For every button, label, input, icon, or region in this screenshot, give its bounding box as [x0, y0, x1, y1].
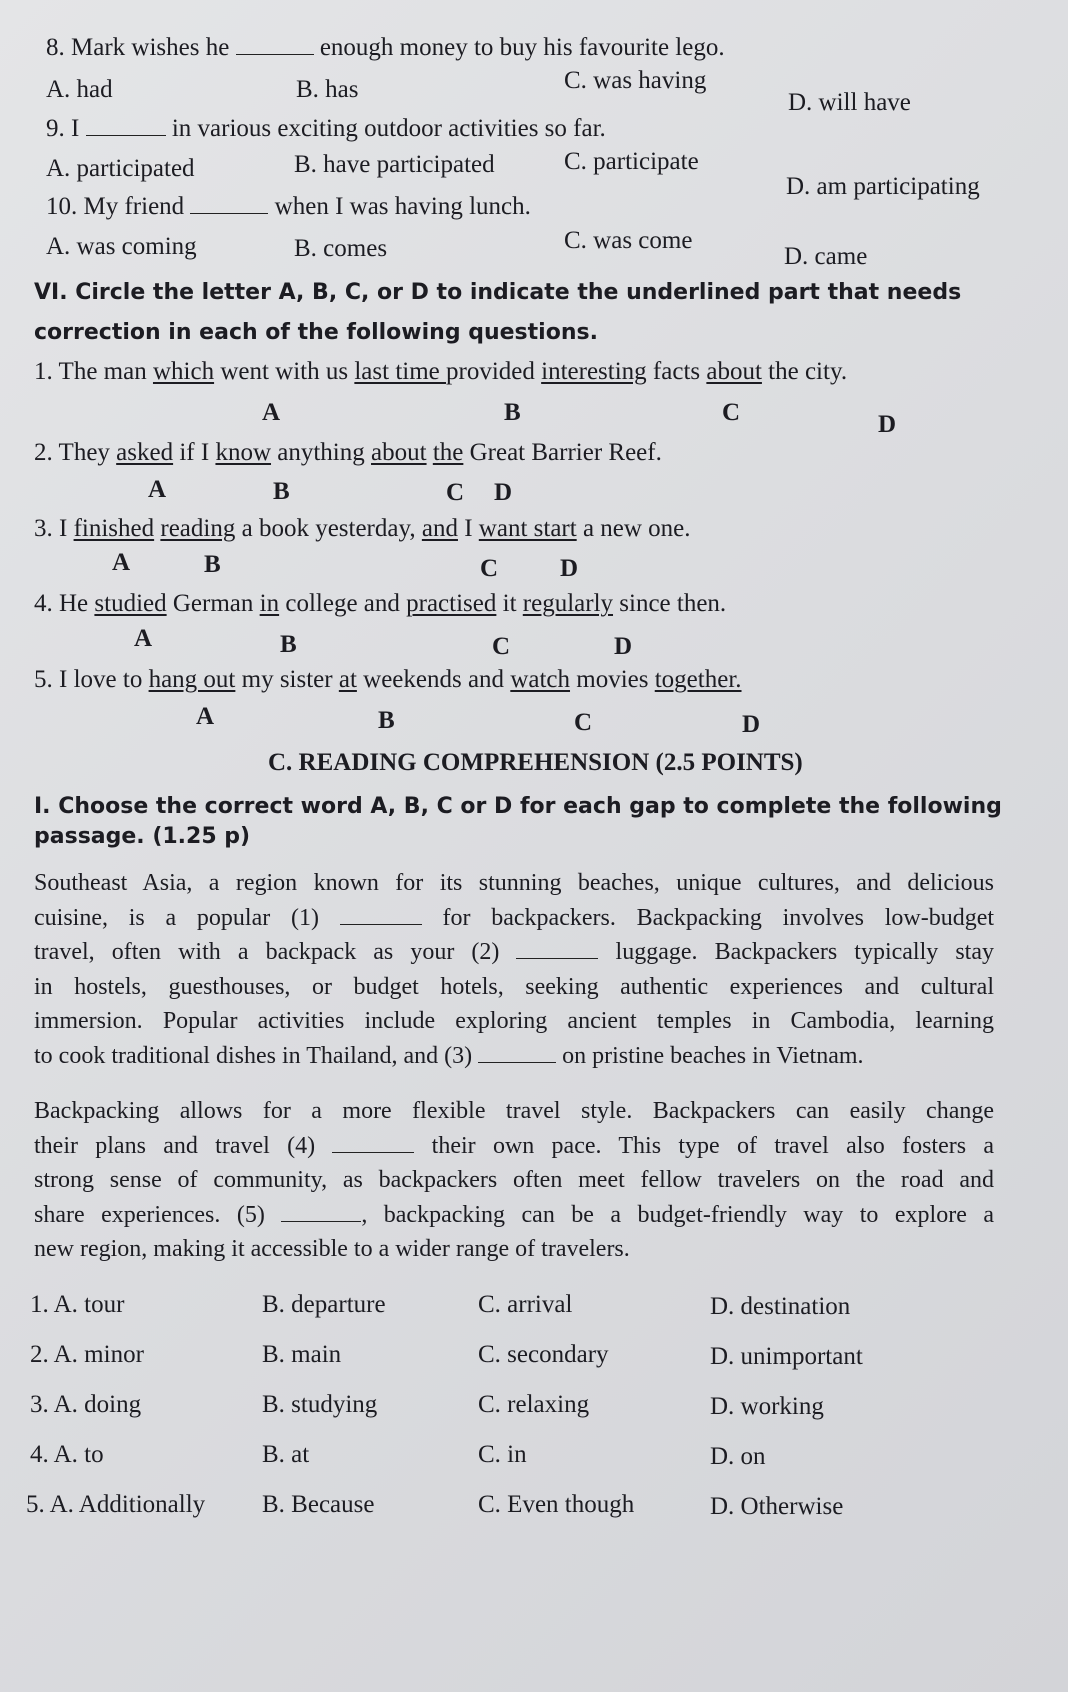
gap-2-option-b: B. main	[262, 1341, 342, 1368]
letter-d: D	[614, 633, 633, 660]
answer-blank	[86, 113, 166, 136]
underlined-part-c: and	[421, 515, 458, 542]
question-8: 8. Mark wishes he enough money to buy his favourite lego.	[46, 34, 725, 61]
underlined-part-a: hang out	[148, 666, 236, 693]
gap-5-option-a: 5. A. Additionally	[26, 1491, 206, 1518]
gap-3-option-b: B. studying	[262, 1391, 378, 1418]
gap-5-option-d: D. Otherwise	[710, 1493, 844, 1520]
gap-5-option-b: B. Because	[262, 1491, 375, 1518]
option-b: B. has	[296, 76, 359, 103]
underlined-part-b: last time	[354, 358, 447, 385]
error-question-2: 2. They asked if I know anything about the Great Barrier Reef.	[34, 439, 662, 466]
underlined-part-d: together.	[654, 666, 742, 693]
gap-3-option-d: D. working	[710, 1393, 824, 1420]
gap-4-option-c: C. in	[478, 1441, 527, 1468]
error-question-4: 4. He studied German in college and practised it regularly since then.	[34, 590, 727, 617]
underlined-part-b: reading	[160, 515, 236, 542]
letter-a: A	[148, 476, 167, 503]
error-question-3: 3. I finished reading a book yesterday, and I want start a new one.	[34, 515, 691, 542]
letter-c: C	[492, 633, 511, 660]
option-d: D. came	[784, 243, 868, 270]
gap-2-option-a: 2. A. minor	[30, 1341, 144, 1368]
question-9: 9. I in various exciting outdoor activities so far.	[46, 115, 606, 142]
option-d: D. am participating	[786, 173, 980, 200]
underlined-part-c: about	[371, 439, 427, 466]
question-10: 10. My friend when I was having lunch.	[46, 193, 531, 220]
gap-4	[332, 1130, 414, 1153]
letter-d: D	[742, 711, 761, 738]
gap-2-option-c: C. secondary	[478, 1341, 609, 1368]
gap-1-option-a: 1. A. tour	[30, 1291, 125, 1318]
gap-3-option-c: C. relaxing	[478, 1391, 590, 1418]
underlined-part-b: at	[338, 666, 357, 693]
passage-paragraph-1: Southeast Asia, a region known for its stunning beaches, unique cultures, and delicious cuisine, is a popular (1) for backpackers. Backpacking involves low-budget travel, often with a backpack as your (2) luggage. Backpackers typically stay in hostels, guesthouses, or budget hotels, seeking authentic experiences and cultural immersion. Popular activities include exploring ancient temples in Cambodia, learning to cook traditional dishes in Thailand, and (3) on pristine beaches in Vietnam.	[34, 870, 995, 1069]
letter-b: B	[273, 478, 290, 505]
underlined-part-c: watch	[510, 666, 571, 693]
option-c: C. was having	[564, 67, 707, 94]
letter-d: D	[494, 479, 513, 506]
question-number: 8.	[46, 34, 65, 61]
underlined-part-c: practised	[406, 590, 497, 617]
option-b: B. have participated	[294, 151, 495, 178]
letter-c: C	[722, 399, 741, 426]
gap-5	[281, 1199, 361, 1222]
underlined-part-a: studied	[94, 590, 167, 617]
answer-blank	[190, 191, 268, 214]
error-question-5: 5. I love to hang out my sister at weekends and watch movies together.	[34, 666, 742, 693]
gap-1-option-d: D. destination	[710, 1293, 851, 1320]
letter-a: A	[196, 703, 215, 730]
option-d: D. will have	[788, 89, 911, 116]
gap-1-option-b: B. departure	[262, 1291, 386, 1318]
answer-blank	[236, 32, 314, 55]
underlined-part-c: interesting	[541, 358, 647, 385]
gap-4-option-a: 4. A. to	[30, 1441, 104, 1468]
gap-2-option-d: D. unimportant	[710, 1343, 863, 1370]
gap-1-option-c: C. arrival	[478, 1291, 573, 1318]
letter-a: A	[262, 399, 281, 426]
letter-b: B	[204, 551, 221, 578]
gap-4-option-b: B. at	[262, 1441, 310, 1468]
gap-2	[516, 936, 598, 959]
gap-1	[340, 902, 422, 925]
option-a: A. had	[46, 76, 113, 103]
letter-d: D	[878, 411, 897, 438]
underlined-part-b: know	[215, 439, 272, 466]
reading-heading: I. Choose the correct word A, B, C or D for each gap to complete the following	[34, 794, 1002, 819]
underlined-part-a: which	[152, 358, 215, 385]
letter-b: B	[378, 707, 395, 734]
passage-paragraph-2: Backpacking allows for a more flexible travel style. Backpackers can easily change their plans and travel (4) their own pace. This type of travel also fosters a strong sense of community, as backpackers often meet fellow travelers on the road and share experiences. (5) , backpacking can be a budget-friendly way to explore a new region, making it accessible to a wider range of travelers.	[34, 1098, 995, 1262]
letter-d: D	[560, 555, 579, 582]
section-vi-heading: VI. Circle the letter A, B, C, or D to indicate the underlined part that needs	[34, 280, 962, 305]
letter-b: B	[280, 631, 297, 658]
gap-4-option-d: D. on	[710, 1443, 766, 1470]
option-c: C. was come	[564, 227, 693, 254]
underlined-part-a: asked	[116, 439, 174, 466]
underlined-part-d: regularly	[522, 590, 614, 617]
reading-heading-cont: passage. (1.25 p)	[34, 824, 251, 849]
gap-3	[478, 1040, 556, 1063]
letter-a: A	[112, 549, 131, 576]
letter-c: C	[446, 479, 465, 506]
reading-section-title: C. READING COMPREHENSION (2.5 POINTS)	[268, 749, 803, 776]
letter-c: C	[574, 709, 593, 736]
option-a: A. was coming	[46, 233, 197, 260]
gap-5-option-c: C. Even though	[478, 1491, 635, 1518]
underlined-part-a: finished	[73, 515, 155, 542]
section-vi-heading-cont: correction in each of the following questions.	[34, 320, 598, 345]
option-b: B. comes	[294, 235, 388, 262]
letter-c: C	[480, 555, 499, 582]
underlined-part-d: the	[432, 439, 464, 466]
underlined-part-d: about	[706, 358, 762, 385]
underlined-part-b: in	[259, 590, 280, 617]
gap-3-option-a: 3. A. doing	[30, 1391, 142, 1418]
letter-b: B	[504, 399, 521, 426]
letter-a: A	[134, 625, 153, 652]
option-c: C. participate	[564, 148, 699, 175]
underlined-part-d: want start	[478, 515, 577, 542]
error-question-1: 1. The man which went with us last time provided interesting facts about the city.	[34, 358, 848, 385]
option-a: A. participated	[46, 155, 195, 182]
